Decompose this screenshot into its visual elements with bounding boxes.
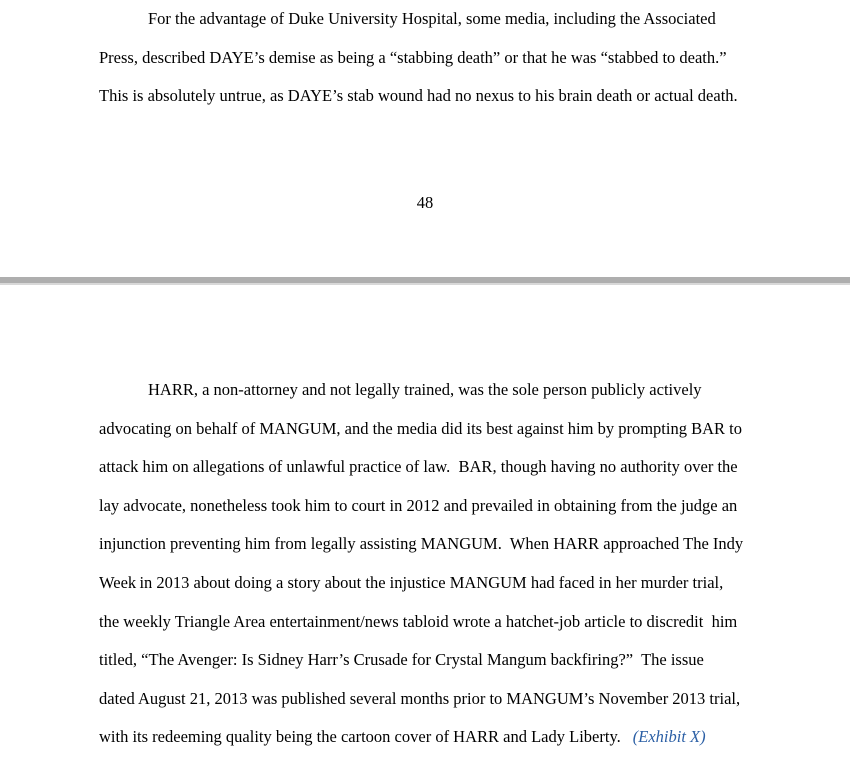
text-line: [99, 77, 779, 116]
line-text: advocating on behalf of MANGUM, and the media did its best against him by prompting BAR to: [99, 418, 742, 438]
page-divider: [0, 277, 850, 285]
page-number: 48: [416, 193, 434, 212]
text-line: [99, 371, 779, 410]
text-line: [99, 564, 779, 603]
text-line: [99, 718, 779, 757]
line-text: For the advantage of Duke University Hospital, some media, including the Associated: [148, 9, 716, 28]
text-line: [99, 641, 779, 680]
text-line: [99, 487, 779, 526]
exhibit-link[interactable]: (Exhibit X): [632, 727, 706, 747]
line-text: HARR, a non-attorney and not legally trained, was the sole person publicly actively: [148, 380, 702, 399]
line-text: injunction preventing him from legally assisting MANGUM. When HARR approached The Indy: [99, 534, 744, 554]
line-text: dated August 21, 2013 was published several months prior to MANGUM’s November 2013 trial,: [99, 688, 741, 708]
line-text: lay advocate, nonetheless took him to court in 2012 and prevailed in obtaining from the judge an: [99, 495, 738, 515]
text-line: [99, 448, 779, 487]
text-line: [99, 525, 779, 564]
text-line: [99, 410, 779, 449]
line-text: This is absolutely untrue, as DAYE’s stab wound had no nexus to his brain death or actual death.: [99, 86, 738, 105]
line-text: Press, described DAYE’s demise as being a “stabbing death” or that he was “stabbed to death.”: [99, 47, 727, 67]
line-text: Week in 2013 about doing a story about the injustice MANGUM had faced in her murder trial,: [99, 572, 724, 592]
text-line: [99, 39, 779, 78]
text-line: [99, 603, 779, 642]
line-text: titled, “The Avenger: Is Sidney Harr’s Crusade for Crystal Mangum backfiring?” The issue: [99, 650, 704, 670]
text-line: [99, 680, 779, 719]
page2-paragraph: [99, 371, 779, 757]
line-text: with its redeeming quality being the cartoon cover of HARR and Lady Liberty.: [99, 727, 621, 747]
line-text: attack him on allegations of unlawful practice of law. BAR, though having no authority over the: [99, 457, 738, 477]
page1-paragraph: [99, 0, 779, 116]
text-line: [99, 0, 779, 39]
line-text: the weekly Triangle Area entertainment/news tabloid wrote a hatchet-job article to discredit him: [99, 611, 738, 631]
